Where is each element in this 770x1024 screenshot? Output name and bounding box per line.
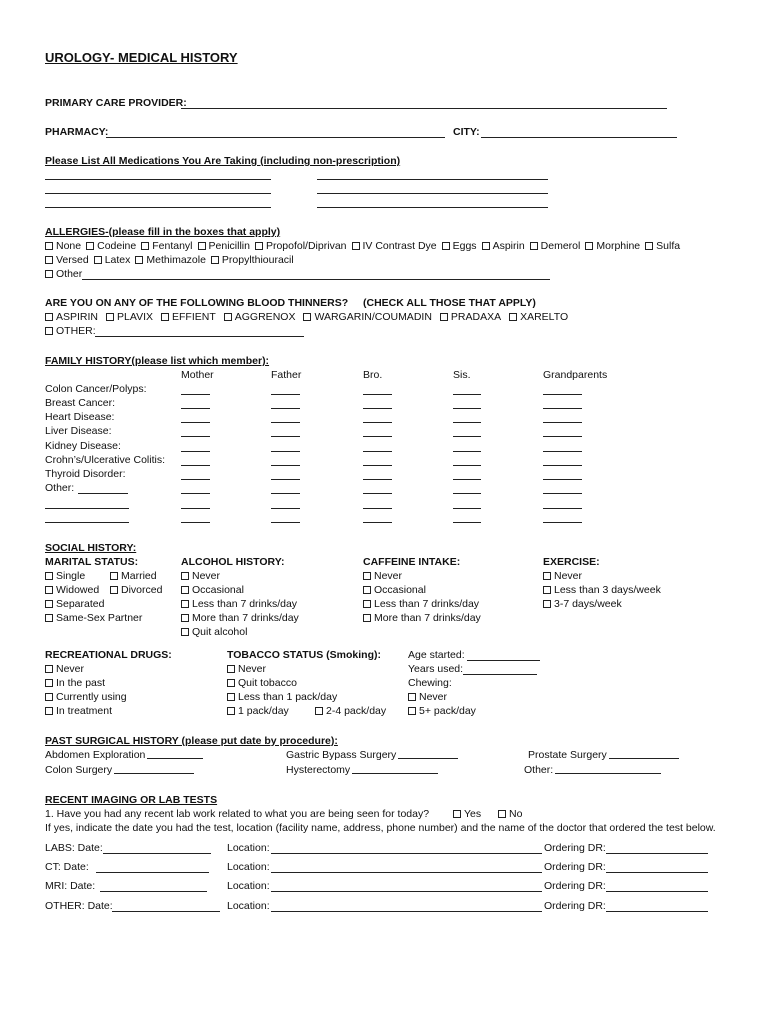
family-condition-label: Other: [45,482,75,494]
imaging-instruction: If yes, indicate the date you had the test, location (facility name, address, phone number) and the name of the doctor that ordered the test below. [45,822,716,834]
allergy-other-field[interactable] [82,279,550,280]
thinner-option[interactable]: PRADAXA [440,311,501,324]
location-field[interactable] [271,891,542,892]
recreational-option[interactable]: In treatment [45,705,112,718]
checkbox[interactable] [110,586,118,594]
family-member-field[interactable] [453,422,481,423]
checkbox[interactable] [408,693,416,701]
tobacco-option[interactable]: Quit tobacco [227,677,297,690]
ordering-dr-label: Ordering DR: [544,861,606,873]
thinner-other[interactable]: OTHER: [45,325,96,338]
allergy-other[interactable]: Other [45,268,82,281]
family-member-field[interactable] [453,436,481,437]
caffeine-option[interactable]: Never [363,570,402,583]
checkbox[interactable] [363,572,371,580]
family-member-field[interactable] [363,493,392,494]
family-member-field[interactable] [181,479,210,480]
family-member-field[interactable] [271,408,300,409]
family-member-field[interactable] [453,479,481,480]
alcohol-option[interactable]: Quit alcohol [181,626,247,639]
allergy-option[interactable]: Aspirin [482,240,525,253]
family-member-field[interactable] [181,422,210,423]
family-member-field[interactable] [363,422,392,423]
city-label: CITY: [453,126,480,138]
checkbox[interactable] [211,256,219,264]
mri-date-field[interactable] [100,891,207,892]
checkbox[interactable] [181,628,189,636]
family-member-field[interactable] [271,451,300,452]
family-member-field[interactable] [181,508,210,509]
family-member-field[interactable] [271,479,300,480]
surgery-date-field[interactable] [398,749,458,759]
surgery-date-field[interactable] [609,749,679,759]
family-condition-label: Colon Cancer/Polyps: [45,383,147,395]
thinner-option[interactable]: WARGARIN/COUMADIN [303,311,431,324]
checkbox[interactable] [509,313,517,321]
checkbox[interactable] [482,242,490,250]
allergies-row-2 [45,254,299,267]
family-member-field[interactable] [181,408,210,409]
family-member-field[interactable] [181,436,210,437]
years-used-label: Years used: [408,663,464,675]
recreational-option[interactable]: Never [45,663,84,676]
ct-date-field[interactable] [96,872,209,873]
exercise-label: EXERCISE: [543,556,600,568]
alcohol-option[interactable]: Less than 7 drinks/day [181,598,297,611]
allergy-option[interactable]: Penicillin [198,240,250,253]
thinner-option[interactable]: PLAVIX [106,311,153,324]
marital-separated[interactable]: Separated [45,598,104,611]
surgery-gastric: Gastric Bypass Surgery [286,749,458,762]
checkbox[interactable] [224,313,232,321]
checkbox[interactable] [45,270,53,278]
blood-thinners-options [45,311,573,324]
allergies-heading: ALLERGIES-(please fill in the boxes that apply) [45,226,281,238]
checkbox[interactable] [442,242,450,250]
family-member-field[interactable] [453,408,481,409]
checkbox[interactable] [453,810,461,818]
family-col-brother: Bro. [363,369,383,381]
family-member-field[interactable] [363,508,392,509]
checkbox[interactable] [352,242,360,250]
checkbox[interactable] [45,256,53,264]
family-extra-field[interactable] [45,508,129,509]
surgical-heading: PAST SURGICAL HISTORY (please put date by procedure): [45,735,338,747]
family-member-field[interactable] [543,493,582,494]
allergy-option[interactable]: Propofol/Diprivan [255,240,347,253]
allergy-option[interactable]: Methimazole [135,254,206,267]
allergy-option[interactable]: None [45,240,81,253]
medication-field[interactable] [45,193,271,194]
family-member-field[interactable] [181,522,210,523]
ordering-dr-field[interactable] [606,891,708,892]
location-label: Location: [227,900,270,912]
family-member-field[interactable] [271,436,300,437]
allergy-option[interactable]: Codeine [86,240,136,253]
family-member-field[interactable] [453,451,481,452]
ct-date-label: CT: Date: [45,861,89,873]
family-member-field[interactable] [363,436,392,437]
caffeine-option[interactable]: More than 7 drinks/day [363,612,481,625]
checkbox[interactable] [181,614,189,622]
family-member-field[interactable] [271,522,300,523]
checkbox[interactable] [255,242,263,250]
chewing-label: Chewing: [408,677,452,689]
family-condition-label: Heart Disease: [45,411,115,423]
family-member-field[interactable] [453,394,481,395]
family-condition-label: Kidney Disease: [45,440,121,452]
alcohol-option[interactable]: Occasional [181,584,244,597]
checkbox[interactable] [363,600,371,608]
thinner-option[interactable]: ASPIRIN [45,311,98,324]
other-date-field[interactable] [112,911,220,912]
allergy-option[interactable]: Sulfa [645,240,680,253]
ordering-dr-field[interactable] [606,911,708,912]
surgery-date-field[interactable] [147,749,203,759]
surgery-date-field[interactable] [555,764,661,774]
labs-date-label: LABS: Date: [45,842,103,854]
family-history-heading: FAMILY HISTORY(please list which member): [45,355,270,367]
checkbox[interactable] [198,242,206,250]
location-label: Location: [227,880,270,892]
checkbox[interactable] [45,242,53,250]
blood-thinners-instruction: (CHECK ALL THOSE THAT APPLY) [363,297,536,309]
tobacco-option-2-4[interactable]: 2-4 pack/day [315,705,386,718]
family-col-father: Father [271,369,302,381]
labs-date-field[interactable] [103,853,211,854]
tobacco-option[interactable]: Never [227,663,266,676]
family-member-field[interactable] [271,508,300,509]
checkbox[interactable] [363,586,371,594]
pharmacy-label: PHARMACY: [45,126,109,138]
recreational-label: RECREATIONAL DRUGS: [45,649,172,661]
family-member-field[interactable] [543,508,582,509]
marital-same-sex[interactable]: Same-Sex Partner [45,612,142,625]
allergy-option[interactable]: Eggs [442,240,477,253]
checkbox[interactable] [45,614,53,622]
years-used-field[interactable] [463,674,537,675]
allergies-row-1 [45,240,685,253]
family-member-field[interactable] [363,522,392,523]
family-member-field[interactable] [363,465,392,466]
tobacco-label: TOBACCO STATUS (Smoking): [227,649,381,661]
family-member-field[interactable] [363,451,392,452]
checkbox[interactable] [227,679,235,687]
family-member-field[interactable] [271,493,300,494]
family-member-field[interactable] [271,422,300,423]
family-col-grandparents: Grandparents [543,369,608,381]
checkbox[interactable] [363,614,371,622]
medication-field[interactable] [317,193,548,194]
imaging-yes[interactable]: Yes [453,808,481,821]
checkbox[interactable] [86,242,94,250]
family-condition-label: Crohn’s/Ulcerative Colitis: [45,454,166,466]
surgery-other: Other: [524,764,661,777]
checkbox[interactable] [498,810,506,818]
medication-field[interactable] [45,179,271,180]
checkbox[interactable] [543,572,551,580]
imaging-heading: RECENT IMAGING OR LAB TESTS [45,794,218,806]
thinner-option[interactable]: XARELTO [509,311,568,324]
medication-field[interactable] [317,179,548,180]
ordering-dr-field[interactable] [606,872,708,873]
city-field[interactable] [481,137,677,138]
exercise-option[interactable]: 3-7 days/week [543,598,622,611]
thinner-option[interactable]: EFFIENT [161,311,216,324]
checkbox[interactable] [408,707,416,715]
tobacco-option[interactable]: 1 pack/day [227,705,289,718]
family-member-field[interactable] [181,465,210,466]
ordering-dr-field[interactable] [606,853,708,854]
location-label: Location: [227,842,270,854]
surgery-abdomen: Abdomen Exploration [45,749,203,762]
checkbox[interactable] [161,313,169,321]
surgery-date-field[interactable] [352,764,438,774]
checkbox[interactable] [303,313,311,321]
checkbox[interactable] [181,586,189,594]
marital-widowed[interactable]: Widowed [45,584,99,597]
checkbox[interactable] [440,313,448,321]
checkbox[interactable] [543,586,551,594]
checkbox[interactable] [227,665,235,673]
location-field[interactable] [271,911,542,912]
family-col-sister: Sis. [453,369,471,381]
family-condition-label: Thyroid Disorder: [45,468,126,480]
checkbox[interactable] [45,600,53,608]
other-date-label: OTHER: Date: [45,900,113,912]
family-col-mother: Mother [181,369,214,381]
caffeine-option[interactable]: Occasional [363,584,426,597]
allergy-option[interactable]: Propylthiouracil [211,254,294,267]
location-field[interactable] [271,872,542,873]
allergy-option[interactable]: Morphine [585,240,640,253]
checkbox[interactable] [181,600,189,608]
family-condition-label: Breast Cancer: [45,397,116,409]
chewing-five-plus[interactable]: 5+ pack/day [408,705,476,718]
ordering-dr-label: Ordering DR: [544,900,606,912]
tobacco-option[interactable]: Less than 1 pack/day [227,691,337,704]
marital-married[interactable]: Married [110,570,157,583]
family-extra-field[interactable] [45,522,129,523]
medications-heading: Please List All Medications You Are Taking (including non-prescription) [45,155,401,167]
age-started-label: Age started: [408,649,465,661]
checkbox[interactable] [135,256,143,264]
checkbox[interactable] [106,313,114,321]
marital-status-label: MARITAL STATUS: [45,556,139,568]
checkbox[interactable] [45,327,53,335]
ordering-dr-label: Ordering DR: [544,842,606,854]
checkbox[interactable] [94,256,102,264]
caffeine-label: CAFFEINE INTAKE: [363,556,461,568]
family-member-field[interactable] [271,465,300,466]
family-member-field[interactable] [363,394,392,395]
family-member-field[interactable] [543,422,582,423]
checkbox[interactable] [530,242,538,250]
thinner-other-field[interactable] [95,336,304,337]
family-member-field[interactable] [453,508,481,509]
checkbox[interactable] [585,242,593,250]
recreational-option[interactable]: Currently using [45,691,127,704]
allergy-option[interactable]: Demerol [530,240,581,253]
family-member-field[interactable] [363,479,392,480]
family-member-field[interactable] [363,408,392,409]
imaging-question: 1. Have you had any recent lab work related to what you are being seen for today? [45,808,430,820]
marital-single[interactable]: Single [45,570,85,583]
family-member-field[interactable] [543,451,582,452]
checkbox[interactable] [227,707,235,715]
family-member-field[interactable] [543,479,582,480]
imaging-no[interactable]: No [498,808,522,821]
family-member-field[interactable] [453,493,481,494]
checkbox[interactable] [45,313,53,321]
pharmacy-field[interactable] [106,137,445,138]
family-member-field[interactable] [543,465,582,466]
family-member-field[interactable] [543,436,582,437]
allergy-option[interactable]: IV Contrast Dye [352,240,437,253]
checkbox[interactable] [45,679,53,687]
surgery-date-field[interactable] [114,764,194,774]
checkbox[interactable] [543,600,551,608]
recreational-option[interactable]: In the past [45,677,105,690]
chewing-never[interactable]: Never [408,691,447,704]
family-member-field[interactable] [453,465,481,466]
medication-field[interactable] [317,207,548,208]
primary-care-label: PRIMARY CARE PROVIDER: [45,97,187,109]
family-member-field[interactable] [543,408,582,409]
checkbox[interactable] [45,586,53,594]
medication-field[interactable] [45,207,271,208]
allergy-option[interactable]: Latex [94,254,131,267]
family-condition-label: Liver Disease: [45,425,112,437]
family-member-field[interactable] [271,394,300,395]
caffeine-option[interactable]: Less than 7 drinks/day [363,598,479,611]
checkbox[interactable] [45,572,53,580]
allergy-option[interactable]: Versed [45,254,89,267]
surgery-hysterectomy: Hysterectomy [286,764,438,777]
family-member-field[interactable] [181,394,210,395]
checkbox[interactable] [645,242,653,250]
checkbox[interactable] [45,707,53,715]
primary-care-field[interactable] [181,108,667,109]
checkbox[interactable] [315,707,323,715]
checkbox[interactable] [45,693,53,701]
checkbox[interactable] [45,665,53,673]
family-member-field[interactable] [453,522,481,523]
marital-divorced[interactable]: Divorced [110,584,162,597]
location-label: Location: [227,861,270,873]
family-member-field[interactable] [543,522,582,523]
location-field[interactable] [271,853,542,854]
checkbox[interactable] [181,572,189,580]
page-title: UROLOGY- MEDICAL HISTORY [45,50,238,65]
family-other-field[interactable] [78,493,128,494]
age-started-field[interactable] [467,660,540,661]
family-member-field[interactable] [181,493,210,494]
checkbox[interactable] [227,693,235,701]
checkbox[interactable] [110,572,118,580]
thinner-option[interactable]: AGGRENOX [224,311,296,324]
family-member-field[interactable] [181,451,210,452]
mri-date-label: MRI: Date: [45,880,96,892]
blood-thinners-question: ARE YOU ON ANY OF THE FOLLOWING BLOOD THINNERS? [45,297,349,309]
alcohol-option[interactable]: More than 7 drinks/day [181,612,299,625]
social-history-heading: SOCIAL HISTORY: [45,542,137,554]
alcohol-label: ALCOHOL HISTORY: [181,556,285,568]
alcohol-option[interactable]: Never [181,570,220,583]
family-member-field[interactable] [543,394,582,395]
ordering-dr-label: Ordering DR: [544,880,606,892]
checkbox[interactable] [141,242,149,250]
surgery-prostate: Prostate Surgery [528,749,679,762]
allergy-option[interactable]: Fentanyl [141,240,192,253]
exercise-option[interactable]: Never [543,570,582,583]
exercise-option[interactable]: Less than 3 days/week [543,584,661,597]
surgery-colon: Colon Surgery [45,764,194,777]
